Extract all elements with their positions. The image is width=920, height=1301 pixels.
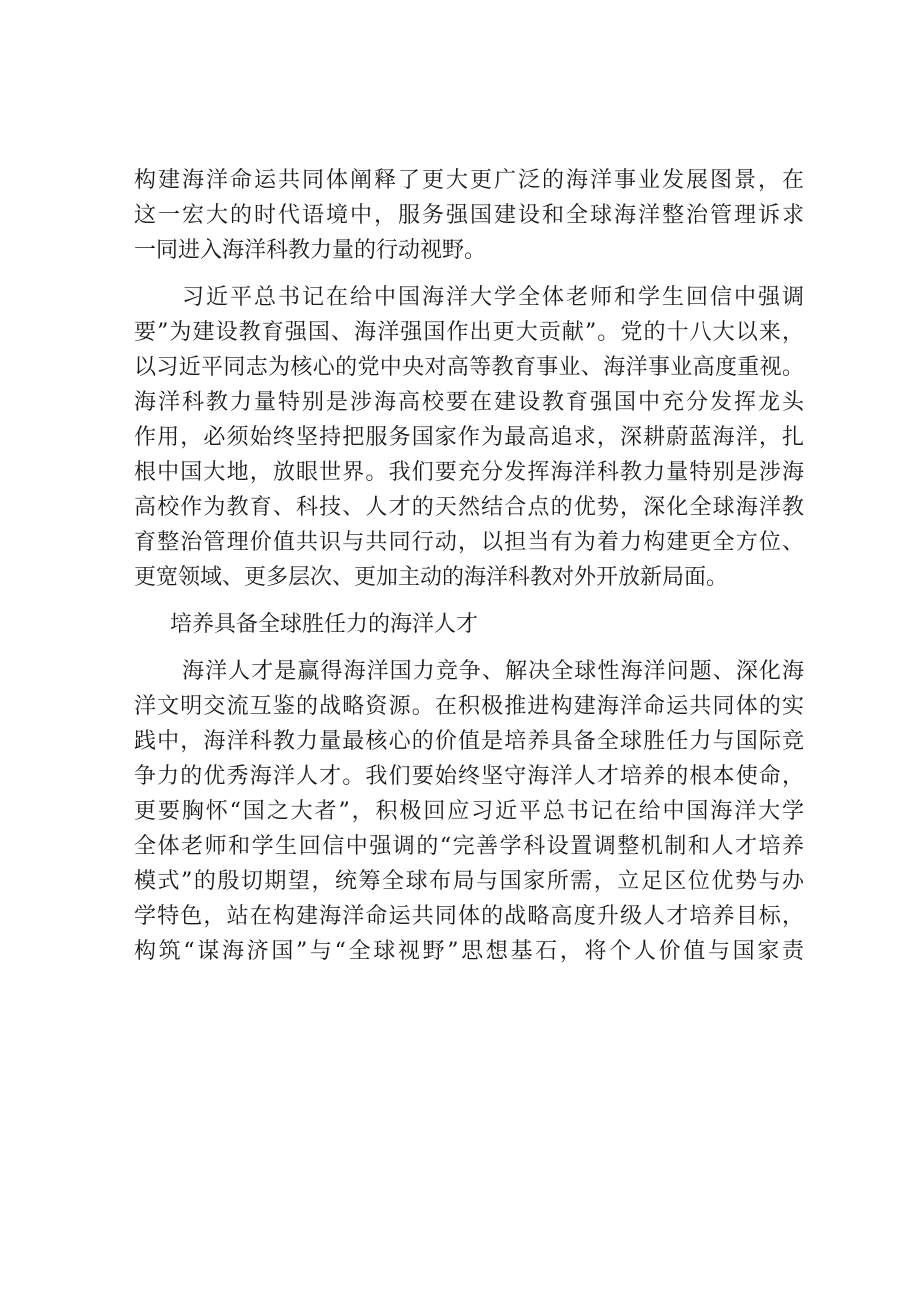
paragraph-line: 全体老师和学生回信中强调的“完善学科设置调整机制和人才培养 — [134, 834, 804, 859]
paragraph-line: 育整治管理价值共识与共同行动，以担当有为着力构建更全方位、 — [134, 530, 804, 555]
paragraph-gap — [134, 642, 804, 654]
paragraph-line: 构建海洋命运共同体阐释了更大更广泛的海洋事业发展图景，在 — [134, 168, 804, 193]
paragraph-line: 学特色，站在构建海洋命运共同体的战略高度升级人才培养目标， — [134, 904, 804, 929]
paragraph-gap — [134, 268, 804, 280]
paragraph-line: 作用，必须始终坚持把服务国家作为最高追求，深耕蔚蓝海洋，扎 — [134, 425, 804, 450]
paragraph-gap — [134, 595, 804, 607]
paragraph-line: 高校作为教育、科技、人才的天然结合点的优势，深化全球海洋教 — [134, 495, 804, 520]
paragraph-line: 践中，海洋科教力量最核心的价值是培养具备全球胜任力与国际竞 — [134, 729, 804, 754]
document-body — [134, 163, 804, 969]
paragraph-line: 海洋人才是赢得海洋国力竞争、解决全球性海洋问题、深化海 — [182, 659, 804, 684]
paragraph-line: 更宽领域、更多层次、更加主动的海洋科教对外开放新局面。 — [134, 565, 729, 590]
paragraph-line: 根中国大地，放眼世界。我们要充分发挥海洋科教力量特别是涉海 — [134, 460, 804, 485]
paragraph-line: 海洋科教力量特别是涉海高校要在建设教育强国中充分发挥龙头 — [134, 390, 804, 415]
paragraph-line: 争力的优秀海洋人才。我们要始终坚守海洋人才培养的根本使命， — [134, 764, 804, 789]
paragraph-line: 构筑“谋海济国”与“全球视野”思想基石，将个人价值与国家责 — [134, 939, 804, 964]
paragraph-line: 模式”的殷切期望，统筹全球布局与国家所需，立足区位优势与办 — [134, 869, 804, 894]
paragraph-line: 以习近平同志为核心的党中央对高等教育事业、海洋事业高度重视。 — [134, 355, 804, 380]
paragraph-3 — [134, 654, 804, 969]
section-heading: 培养具备全球胜任力的海洋人才 — [170, 612, 479, 637]
paragraph-line: 一同进入海洋科教力量的行动视野。 — [134, 238, 487, 263]
paragraph-line: 更要胸怀“国之大者”，积极回应习近平总书记在给中国海洋大学 — [134, 799, 804, 824]
paragraph-line: 要”为建设教育强国、海洋强国作出更大贡献”。党的十八大以来， — [134, 320, 804, 345]
paragraph-2 — [134, 280, 804, 595]
paragraph-line: 洋文明交流互鉴的战略资源。在积极推进构建海洋命运共同体的实 — [134, 694, 804, 719]
paragraph-1 — [134, 163, 804, 268]
paragraph-line: 这一宏大的时代语境中，服务强国建设和全球海洋整治管理诉求 — [134, 203, 804, 228]
paragraph-line: 习近平总书记在给中国海洋大学全体老师和学生回信中强调 — [182, 285, 804, 310]
